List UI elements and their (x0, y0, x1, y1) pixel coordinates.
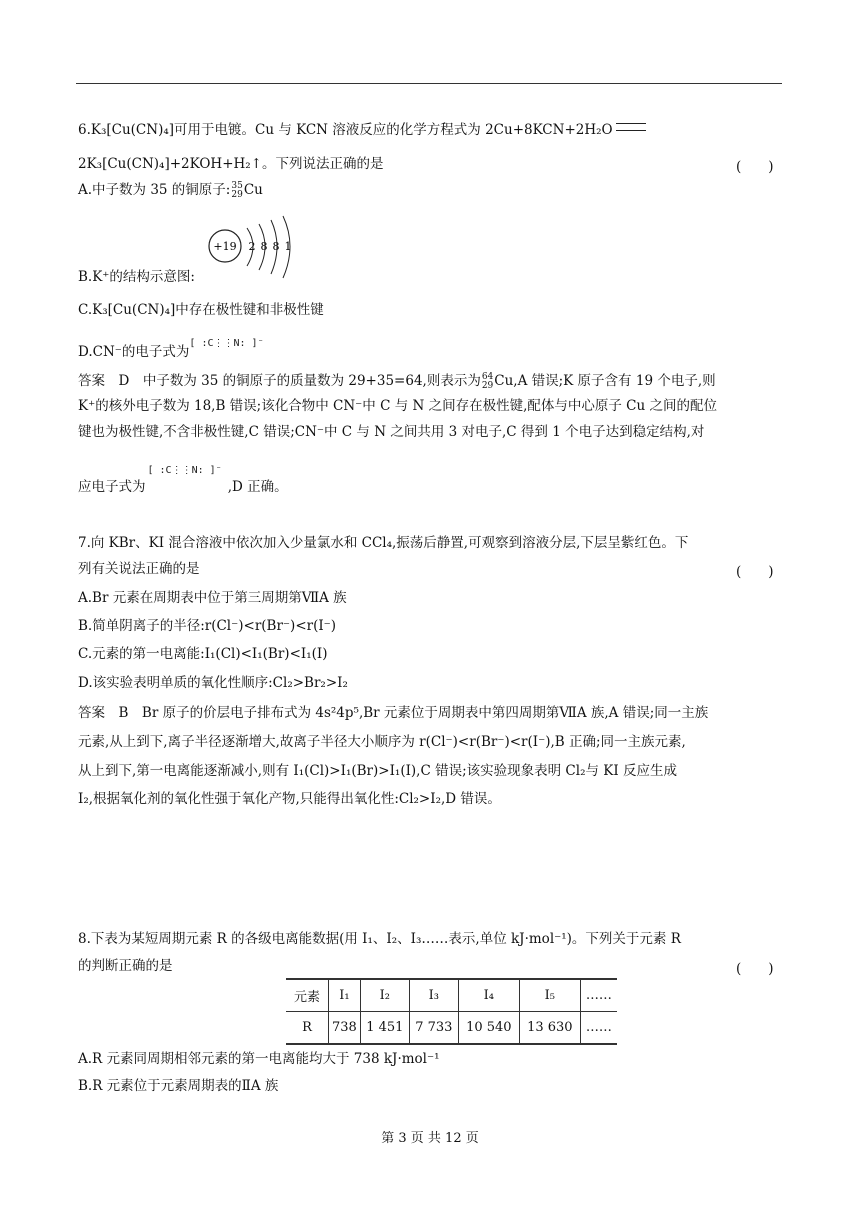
q6-answer-line2: K⁺的核外电子数为 18,B 错误;该化合物中 CN⁻中 C 与 N 之间存在极性键,配体与中心原子 Cu 之间的配位 (78, 398, 717, 414)
table-cell: 738 (329, 1012, 361, 1045)
table-cell: 10 540 (458, 1012, 519, 1045)
table-cell: 1 451 (360, 1012, 409, 1045)
iso-mass: 64 (481, 371, 494, 382)
q7-option-b: B.简单阴离子的半径:r(Cl⁻)<r(Br⁻)<r(I⁻) (78, 618, 337, 634)
shell-2: 8 (260, 240, 268, 253)
q6-answer-line4 (78, 465, 288, 498)
q8-option-a: A.R 元素同周期相邻元素的第一电离能均大于 738 kJ·mol⁻¹ (78, 1051, 440, 1067)
q6-stem-text1: 6.K₃[Cu(CN)₄]可用于电镀。Cu 与 KCN 溶液反应的化学方程式为 2Cu+8KCN+2H₂O (78, 122, 613, 138)
table-header-cell: I₃ (409, 979, 458, 1012)
q7-option-d: D.该实验表明单质的氧化性顺序:Cl₂>Br₂>I₂ (78, 675, 348, 691)
iso-number: 29 (481, 380, 494, 391)
q7-stem-line2: 列有关说法正确的是 (78, 561, 200, 577)
shell-1: 2 (248, 240, 256, 253)
nucleus-charge: +19 (213, 240, 237, 253)
cn-electron-formula-answer: [ :C⋮⋮N: ]⁻ (147, 465, 222, 476)
q7-answer-line4: I₂,根据氧化剂的氧化性强于氧化产物,只能得出氧化性:Cl₂>I₂,D 错误。 (78, 791, 501, 807)
ionization-energy-table (286, 978, 617, 1045)
q6-option-d (78, 338, 264, 363)
table-header-cell: I₅ (519, 979, 580, 1012)
table-header-row (286, 979, 617, 1012)
iso-number: 29 (231, 189, 243, 200)
q6-option-d-text: D.CN⁻的电子式为 (78, 344, 190, 360)
q7-option-a: A.Br 元素在周期表中位于第三周期第ⅦA 族 (78, 590, 347, 606)
k-ion-structure-diagram (203, 214, 303, 282)
q8-stem-line2: 的判断正确的是 (78, 958, 173, 974)
q6-answer-line1 (78, 372, 716, 391)
q8-option-b: B.R 元素位于元素周期表的ⅡA 族 (78, 1078, 279, 1094)
q6-option-c: C.K₃[Cu(CN)₄]中存在极性键和非极性键 (78, 302, 324, 318)
q7-answer-line3: 从上到下,第一电离能逐渐减小,则有 I₁(Cl)>I₁(Br)>I₁(I),C 错误;该实验现象表明 Cl₂与 KI 反应生成 (78, 763, 677, 779)
q6-ans1-b: Cu,A 错误;K 原子含有 19 个电子,则 (494, 373, 716, 389)
cu-symbol: Cu (243, 182, 263, 198)
q6-ans4-a: 应电子式为 (78, 479, 146, 495)
table-header-cell: 元素 (286, 979, 329, 1012)
q7-stem-line1: 7.向 KBr、KI 混合溶液中依次加入少量氯水和 CCl₄,振荡后静置,可观察到溶液分层,下层呈紫红色。下 (78, 535, 689, 551)
q6-option-a (78, 181, 263, 200)
q7-answer-line1: 答案 B Br 原子的价层电子排布式为 4s²4p⁵,Br 元素位于周期表中第四周期第ⅦA 族,A 错误;同一主族 (78, 705, 709, 721)
cu-isotope-notation (231, 182, 242, 200)
q7-option-c: C.元素的第一电离能:I₁(Cl)<I₁(Br)<I₁(I) (78, 646, 328, 662)
q6-answer-line3: 键也为极性键,不含非极性键,C 错误;CN⁻中 C 与 N 之间共用 3 对电子,C 得到 1 个电子达到稳定结构,对 (78, 424, 705, 440)
q6-ans4-b: ,D 正确。 (227, 479, 288, 495)
q7-answer-line2: 元素,从上到下,离子半径逐渐增大,故离子半径大小顺序为 r(Cl⁻)<r(Br⁻)<r(I⁻),B 正确;同一主族元素, (78, 734, 686, 750)
table-header-cell: I₁ (329, 979, 361, 1012)
q7-answer-paren: ( ) (736, 564, 774, 580)
q8-stem-line1: 8.下表为某短周期元素 R 的各级电离能数据(用 I₁、I₂、I₃……表示,单位 kJ·mol⁻¹)。下列关于元素 R (78, 931, 681, 947)
table-row (286, 1012, 617, 1045)
table-cell: 13 630 (519, 1012, 580, 1045)
iso-mass: 35 (231, 180, 243, 191)
q6-option-b: B.K⁺的结构示意图: (78, 269, 195, 285)
table-cell: R (286, 1012, 329, 1045)
table-cell: 7 733 (409, 1012, 458, 1045)
cu64-isotope-notation (482, 373, 493, 391)
cn-electron-formula: [ :C⋮⋮N: ]⁻ (189, 338, 264, 349)
q6-ans1-a: 答案 D 中子数为 35 的铜原子的质量数为 29+35=64,则表示为 (78, 373, 481, 389)
shell-4: 1 (284, 240, 292, 253)
table-header-cell: I₄ (458, 979, 519, 1012)
q6-answer-paren: ( ) (736, 159, 774, 175)
header-rule (76, 83, 782, 84)
table-header-cell: …… (580, 979, 617, 1012)
equals-sign (616, 123, 646, 131)
table-header-cell: I₂ (360, 979, 409, 1012)
q8-answer-paren: ( ) (736, 961, 774, 977)
shell-3: 8 (272, 240, 280, 253)
page-footer: 第 3 页 共 12 页 (381, 1131, 479, 1146)
table-cell: …… (580, 1012, 617, 1045)
q6-stem-line2: 2K₃[Cu(CN)₄]+2KOH+H₂↑。下列说法正确的是 (78, 156, 384, 172)
q6-stem-line1 (78, 121, 646, 139)
q6-option-a-text: A.中子数为 35 的铜原子: (78, 182, 231, 198)
